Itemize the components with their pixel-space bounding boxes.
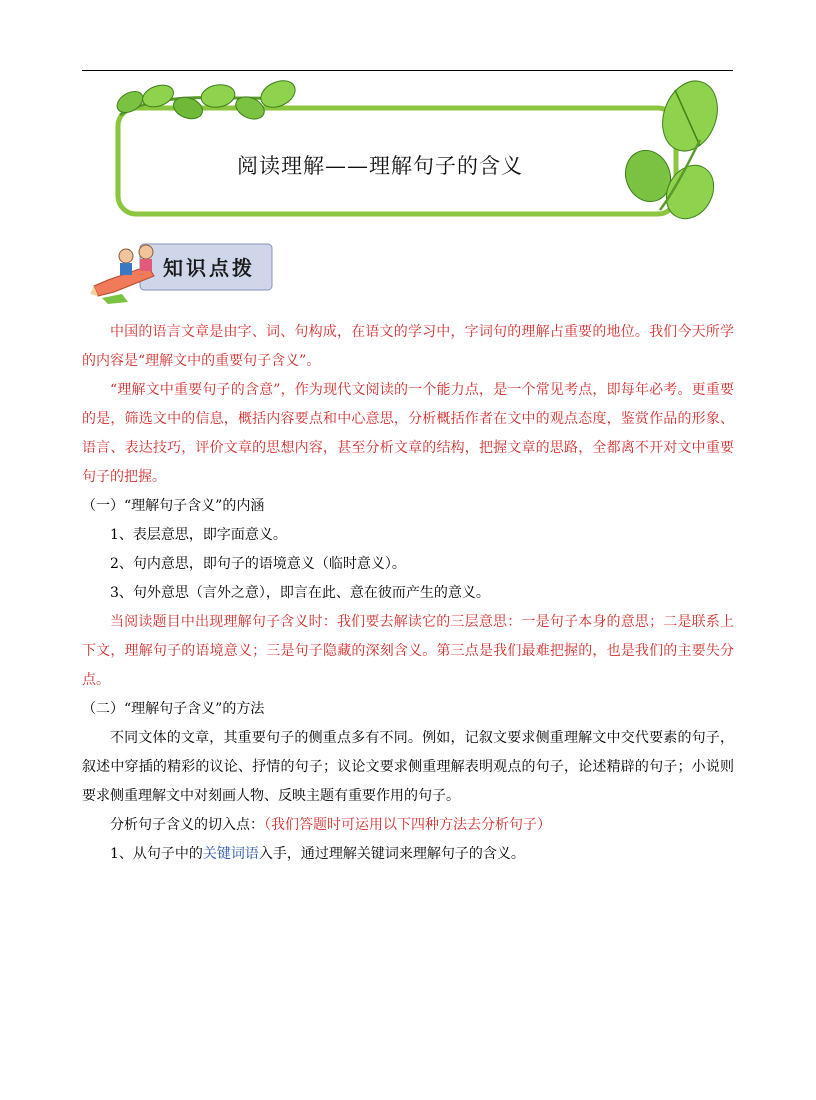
list-item-2: 2、句内意思，即句子的语境意义（临时意义）。 [110, 556, 406, 572]
section-badge [88, 236, 278, 304]
paragraph-importance: “理解文中重要句子的含意”，作为现代文阅读的一个能力点，是一个常见考点，即每年必考。更重要的是，筛选文中的信息，概括内容要点和中心意思，分析概括作者在文中的观点态度，鉴赏作品的形象、语言、表达技巧，评价文章的思想内容，甚至分析文章的结构，把握文章的思路，全都离不开对文中重要句子的把握。 [82, 382, 734, 485]
entry-lead: 分析句子含义的切入点： [110, 817, 264, 833]
header-rule [82, 70, 733, 71]
list-item-3: 3、句外意思（言外之意），即言在此、意在彼而产生的意义。 [110, 585, 490, 601]
paragraph-genres: 不同文体的文章，其重要句子的侧重点多有不同。例如，记叙文要求侧重理解文中交代要素的句子，叙述中穿插的精彩的议论、抒情的句子；议论文要求侧重理解表明观点的句子，论述精辟的句子；小说则要求侧重理解文中对刻画人物、反映主题有重要作用的句子。 [82, 730, 734, 804]
paragraph-intro: 中国的语言文章是由字、词、句构成，在语文的学习中，字词句的理解占重要的地位。我们今天所学的内容是“理解文中的重要句子含义”。 [82, 324, 734, 369]
paragraph-entry-points [82, 811, 734, 840]
method-post: 入手，通过理解关键词来理解句子的含义。 [258, 846, 525, 862]
keyword-highlight: 关键词语 [202, 846, 259, 862]
badge-label: 知识点拨 [163, 256, 255, 280]
page-title: 阅读理解——理解句子的含义 [237, 154, 523, 178]
section-heading-2: （二）“理解句子含义”的方法 [82, 701, 265, 717]
paragraph-three-layers: 当阅读题目中出现理解句子含义时：我们要去解读它的三层意思：一是句子本身的意思；二是联系上下文，理解句子的语境意义；三是句子隐藏的深刻含义。第三点是我们最难把握的，也是我们的主要失分点。 [82, 614, 734, 688]
entry-note: （我们答题时可运用以下四种方法去分析句子） [264, 817, 551, 833]
method-pre: 1、从句子中的 [110, 846, 203, 862]
section-heading-1: （一）“理解句子含义”的内涵 [82, 498, 265, 514]
list-item-1: 1、表层意思，即字面意义。 [110, 527, 287, 543]
document-body [82, 318, 734, 869]
method-item-1 [82, 840, 734, 869]
